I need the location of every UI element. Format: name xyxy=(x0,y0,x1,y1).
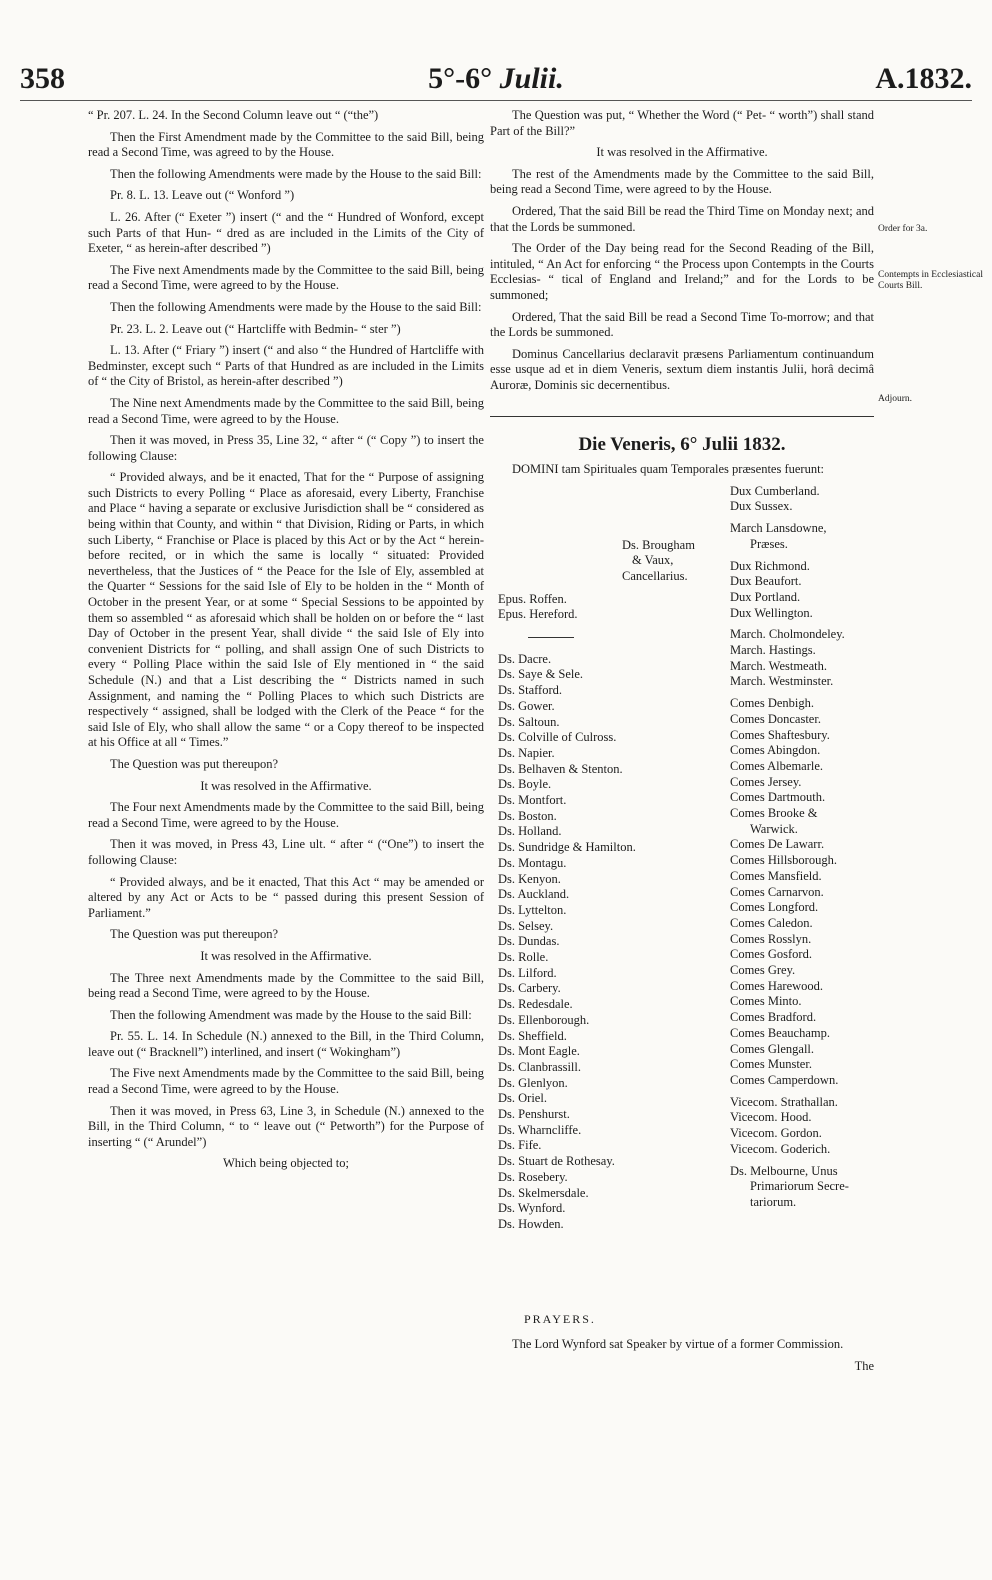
paragraph: Ordered, That the said Bill be read a Second Time To-morrow; and that the Lords be summoned. xyxy=(490,309,874,340)
baron-name: Ds. Dacre. xyxy=(498,651,552,666)
paragraph: The Five next Amendments made by the Committee to the said Bill, being read a Second Time, were agreed to by the House. xyxy=(88,1066,484,1097)
lord-name: Dux Sussex. xyxy=(730,499,793,514)
baron-name: Ds. Dundas. xyxy=(498,934,560,949)
paragraph: Pr. 55. L. 14. In Schedule (N.) annexed to the Bill, in the Third Column, leave out (“ Bracknell”) interlined, and insert (“ Wokingham”) xyxy=(88,1029,484,1059)
baron-name: Ds. Stafford. xyxy=(498,683,563,698)
day-title: Die Veneris, 6° Julii 1832. xyxy=(578,433,786,455)
paragraph: The Order of the Day being read for the Second Reading of the Bill, intituled, “ An Act for enforcing “ the Process upon Contempts in the Courts Ecclesias- “ tical of England and Ireland;” and for the Lords to be summoned; xyxy=(490,241,874,302)
lord-name: Comes Jersey. xyxy=(730,774,802,789)
right-column xyxy=(490,108,874,1374)
lords-group xyxy=(730,627,880,690)
baron-name: Ds. Belhaven & Stenton. xyxy=(498,761,623,776)
resolution: It was resolved in the Affirmative. xyxy=(596,145,768,160)
baron-name: Ds. Stuart de Rothesay. xyxy=(498,1154,615,1169)
baron-name: Ds. Penshurst. xyxy=(498,1107,570,1122)
paragraph: Then it was moved, in Press 63, Line 3, in Schedule (N.) annexed to the Bill, in the Third Column, “ to “ leave out (“ Petworth”) for the Purpose of inserting “ (“ Arundel”) xyxy=(88,1103,484,1149)
lord-name: Comes Denbigh. xyxy=(730,696,815,711)
page-number: 358 xyxy=(20,62,65,95)
lord-name: Comes Carnarvon. xyxy=(730,884,824,899)
baron-name: Ds. Sundridge & Hamilton. xyxy=(498,840,636,855)
lord-name: Dux Beaufort. xyxy=(730,574,802,589)
baron-name: Ds. Auckland. xyxy=(498,887,570,902)
baron-name: Ds. Howden. xyxy=(498,1217,564,1231)
bishop-name: Epus. Hereford. xyxy=(498,607,578,622)
lord-name: Comes Mansfield. xyxy=(730,868,822,883)
baron-name: Ds. Mont Eagle. xyxy=(498,1044,580,1059)
margin-note: Adjourn. xyxy=(878,394,913,404)
baron-name: Ds. Selsey. xyxy=(498,918,554,933)
page-header xyxy=(20,62,972,98)
lord-name: Comes Bradford. xyxy=(730,1010,817,1025)
lord-name: Dux Portland. xyxy=(730,589,801,604)
baron-name: Ds. Fife. xyxy=(498,1138,542,1153)
paragraph: The Question was put, “ Whether the Word (“ Pet- “ worth”) shall stand Part of the Bill?” xyxy=(490,108,874,138)
clause-text: “ Provided always, and be it enacted, That for the “ Purpose of assigning such Districts to every Polling “ Place as aforesaid, every Liberty, Franchise and Place “ having a separate or exclusive Jurisdiction shall be “ considered as being within that County, and within “ that Division, Riding or Parts, in which such Liberty, “ Franchise or Place is placed by this Act or by the Act “ herein-before recited, or in which the same is locally “ situated: Provided nevertheless, that the Justices of “ the Peace for the Isle of Ely, assembled at the Quarter “ Sessions for the said Isle of Ely to be holden in the “ Month of October in the present Year, or at some “ Special Sessions to be appointed by them so assembled “ as aforesaid which shall be holden on or before the “ last Day of October in the present Year, shall divide “ the said Isle of Ely into convenient Districts for “ polling, and shall assign One of such Districts to every “ Polling Place within the said Isle of Ely mentioned in “ the said Schedule (N.) and that a List describing the “ Districts named in such Assignment, and naming the “ Polling Places to which such Districts are respectively “ assigned, shall be lodged with the Clerk of the Peace “ for the said Isle of Ely, who shall allow the same “ or a Copy thereof to be inspected at his Office at all “ Times.” xyxy=(88,470,484,750)
lord-name: Primariorum Secre- xyxy=(750,1179,849,1194)
paragraph: Then the following Amendments were made by the House to the said Bill: xyxy=(110,299,482,314)
lords-group xyxy=(730,1164,880,1211)
lord-name: March. Cholmondeley. xyxy=(730,627,845,642)
paragraph: Which being objected to; xyxy=(222,1156,349,1171)
paragraph: The rest of the Amendments made by the Committee to the said Bill, being read a Second Time, were agreed to by the House. xyxy=(490,166,874,197)
baron-name: Ds. Colville of Culross. xyxy=(498,730,617,745)
paragraph: Then the following Amendments were made by the House to the said Bill: xyxy=(110,166,482,181)
baron-name: Ds. Boyle. xyxy=(498,777,552,792)
lord-name: Vicecom. Gordon. xyxy=(730,1126,822,1141)
lord-name: Comes Dartmouth. xyxy=(730,790,826,805)
paragraph: L. 26. After (“ Exeter ”) insert (“ and the “ Hundred of Wonford, except such Parts of that Hun- “ dred as are included in the Limits of the City of Exeter, “ as herein-after described ”) xyxy=(88,209,484,256)
prayers-heading: PRAYERS. xyxy=(524,1311,596,1326)
page-year: A.1832. xyxy=(875,62,972,95)
lord-name: Comes Beauchamp. xyxy=(730,1025,830,1040)
paragraph: The Three next Amendments made by the Committee to the said Bill, being read a Second Time, were agreed to by the House. xyxy=(88,970,484,1001)
chancellor-line: Ds. Brougham xyxy=(622,537,695,552)
baron-name: Ds. Lyttelton. xyxy=(498,902,567,917)
lord-name: Comes Hillsborough. xyxy=(730,853,837,868)
baron-name: Ds. Montagu. xyxy=(498,855,567,870)
lord-name: Comes Longford. xyxy=(730,900,819,915)
lords-group xyxy=(730,1095,880,1158)
bishops-block xyxy=(498,592,578,650)
lord-name: Comes Brooke & xyxy=(730,806,818,821)
paragraph: Pr. 23. L. 2. Leave out (“ Hartcliffe with Bedmin- “ ster ”) xyxy=(110,321,401,336)
baron-name: Ds. Gower. xyxy=(498,698,555,713)
catchword: The xyxy=(854,1358,874,1373)
lord-name: Comes Gosford. xyxy=(730,947,812,962)
date-prefix: 5°-6° xyxy=(428,62,493,95)
lord-name: Comes De Lawarr. xyxy=(730,837,825,852)
baron-name: Ds. Lilford. xyxy=(498,965,557,980)
header-rule xyxy=(20,100,972,101)
section-rule xyxy=(490,416,874,417)
lord-name: March. Westminster. xyxy=(730,674,834,689)
paragraph: The Four next Amendments made by the Committee to the said Bill, being read a Second Time, were agreed to by the House. xyxy=(88,800,484,830)
chancellor-block xyxy=(622,538,695,585)
lord-name: Comes Doncaster. xyxy=(730,711,821,726)
paragraph: “ Pr. 207. L. 24. In the Second Column leave out “ (“the”) xyxy=(88,108,379,122)
lord-name: Comes Abingdon. xyxy=(730,743,821,758)
lord-name: Præses. xyxy=(750,536,788,551)
resolution: It was resolved in the Affirmative. xyxy=(200,778,372,793)
present-intro: DOMINI tam Spirituales quam Temporales præsentes fuerunt: xyxy=(512,462,825,477)
baron-name: Ds. Rolle. xyxy=(498,950,549,965)
lord-name: Vicecom. Goderich. xyxy=(730,1141,831,1156)
baron-name: Ds. Ellenborough. xyxy=(498,1012,590,1027)
lord-name: Comes Minto. xyxy=(730,994,802,1009)
lord-name: Comes Glengall. xyxy=(730,1041,815,1056)
lord-name: Ds. Melbourne, Unus xyxy=(730,1163,838,1178)
lord-name: Comes Munster. xyxy=(730,1057,812,1072)
paragraph: Pr. 8. L. 13. Leave out (“ Wonford ”) xyxy=(110,188,295,203)
baron-name: Ds. Napier. xyxy=(498,745,555,760)
lord-name: March. Hastings. xyxy=(730,643,816,658)
baron-name: Ds. Oriel. xyxy=(498,1091,547,1106)
bishop-name: Epus. Roffen. xyxy=(498,591,567,606)
paragraph: Dominus Cancellarius declaravit præsens Parliamentum continuandum esse usque ad et in diem Veneris, sextum diem instantis Julii, horâ decimâ Auroræ, Dominis sic decernentibus. xyxy=(490,346,874,392)
baron-name: Ds. Sheffield. xyxy=(498,1028,567,1043)
baron-name: Ds. Saltoun. xyxy=(498,714,560,729)
lords-group xyxy=(730,559,880,622)
left-column xyxy=(88,108,484,1178)
lords-group xyxy=(730,696,880,1089)
baron-name: Ds. Saye & Sele. xyxy=(498,667,584,682)
baron-name: Ds. Glenlyon. xyxy=(498,1075,568,1090)
page-date xyxy=(20,62,972,96)
date-word: Julii. xyxy=(499,62,564,95)
paragraph: The Question was put thereupon? xyxy=(110,756,279,771)
lord-name: Comes Grey. xyxy=(730,963,796,978)
baron-name: Ds. Carbery. xyxy=(498,981,561,996)
lord-name: Dux Richmond. xyxy=(730,558,810,573)
chancellor-line: & Vaux, xyxy=(632,553,674,568)
short-rule xyxy=(528,637,574,638)
paragraph: Then the following Amendment was made by the House to the said Bill: xyxy=(110,1007,472,1022)
lord-name: Dux Cumberland. xyxy=(730,483,820,498)
baron-name: Ds. Rosebery. xyxy=(498,1169,568,1184)
lord-name: tariorum. xyxy=(750,1194,797,1209)
margin-note: Contempts in Ecclesiastical Courts Bill. xyxy=(878,270,984,291)
lord-name: Comes Albemarle. xyxy=(730,758,824,773)
baron-name: Ds. Kenyon. xyxy=(498,871,561,886)
paragraph: The Nine next Amendments made by the Committee to the said Bill, being read a Second Time, were agreed to by the House. xyxy=(88,395,484,426)
higher-lords-list xyxy=(730,484,880,1217)
baron-name: Ds. Holland. xyxy=(498,824,562,839)
clause-text: “ Provided always, and be it enacted, That this Act “ may be amended or altered by any Act or Acts to be “ passed during this present Session of Parliament.” xyxy=(88,874,484,920)
barons-list xyxy=(498,652,728,1233)
resolution: It was resolved in the Affirmative. xyxy=(200,948,372,963)
lord-name: Vicecom. Strathallan. xyxy=(730,1094,838,1109)
lords-present xyxy=(490,484,874,1294)
lord-name: March Lansdowne, xyxy=(730,521,827,536)
lord-name: Comes Camperdown. xyxy=(730,1073,839,1087)
baron-name: Ds. Wynford. xyxy=(498,1201,566,1216)
paragraph: Then the First Amendment made by the Committee to the said Bill, being read a Second Time, was agreed to by the House. xyxy=(88,129,484,160)
lord-name: Comes Harewood. xyxy=(730,978,824,993)
lords-group xyxy=(730,521,880,552)
paragraph: The Question was put thereupon? xyxy=(110,927,279,942)
lord-name: Comes Caledon. xyxy=(730,915,813,930)
chancellor-line: Cancellarius. xyxy=(622,569,688,584)
lord-name: Comes Shaftesbury. xyxy=(730,727,830,742)
baron-name: Ds. Boston. xyxy=(498,808,557,823)
paragraph: Then it was moved, in Press 35, Line 32, “ after “ (“ Copy ”) to insert the following Clause: xyxy=(88,433,484,463)
paragraph: Then it was moved, in Press 43, Line ult. “ after “ (“One”) to insert the following Clause: xyxy=(88,837,484,867)
baron-name: Ds. Redesdale. xyxy=(498,997,573,1012)
baron-name: Ds. Skelmersdale. xyxy=(498,1185,589,1200)
lord-name: Warwick. xyxy=(750,821,798,836)
baron-name: Ds. Montfort. xyxy=(498,793,567,808)
baron-name: Ds. Clanbrassill. xyxy=(498,1059,581,1074)
baron-name: Ds. Wharncliffe. xyxy=(498,1122,582,1137)
lord-name: Vicecom. Hood. xyxy=(730,1110,812,1125)
speaker-line: The Lord Wynford sat Speaker by virtue of a former Commission. xyxy=(512,1337,844,1352)
lord-name: Comes Rosslyn. xyxy=(730,931,812,946)
paragraph: The Five next Amendments made by the Committee to the said Bill, being read a Second Time, were agreed to by the House. xyxy=(88,262,484,293)
paragraph: L. 13. After (“ Friary ”) insert (“ and also “ the Hundred of Hartcliffe with Bedminster, except such “ Parts of that Hundred as are included in the Limits of “ the City of Bristol, as herein-after described ”) xyxy=(88,343,484,389)
margin-note: Order for 3a. xyxy=(878,224,928,234)
lord-name: Dux Wellington. xyxy=(730,605,813,620)
lords-group xyxy=(730,484,880,515)
lord-name: March. Westmeath. xyxy=(730,658,827,673)
paragraph: Ordered, That the said Bill be read the Third Time on Monday next; and that the Lords be summoned. xyxy=(490,203,874,234)
